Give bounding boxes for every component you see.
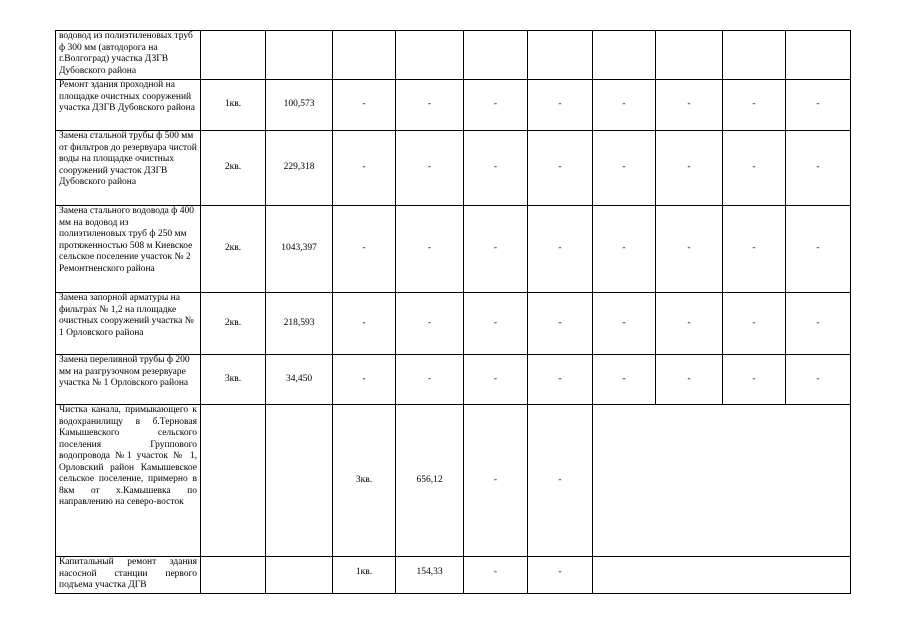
table-cell (333, 31, 396, 80)
table-row (56, 405, 851, 557)
table-cell: - (593, 355, 656, 405)
table-cell: - (723, 131, 786, 206)
table-cell (656, 557, 723, 594)
work-description: Замена стальной трубы ф 500 мм от фильтров до резервуара чистой воды на площадке очистных сооружений участок ДЗГВ Дубовского района (56, 131, 201, 206)
work-description: Замена стального водовода ф 400 мм на водовод из полиэтиленовых труб ф 250 мм протяженностью 508 м Киевское сельское поселение участок № 2 Ремонтненского района (56, 206, 201, 293)
table-cell: - (786, 206, 851, 293)
table-cell: - (786, 131, 851, 206)
table-cell: - (464, 557, 528, 594)
table-cell: - (723, 355, 786, 405)
table-cell: - (396, 80, 464, 131)
table-cell (723, 557, 786, 594)
amount-cell: 656,12 (396, 405, 464, 557)
amount-cell: 218,593 (266, 293, 333, 355)
table-cell: - (656, 355, 723, 405)
quarter-cell: 2кв. (201, 206, 266, 293)
table-cell (266, 557, 333, 594)
amount-cell: 154,33 (396, 557, 464, 594)
table-cell (593, 557, 656, 594)
table-cell (786, 557, 851, 594)
table-cell (723, 31, 786, 80)
table-row (56, 293, 851, 355)
amount-cell (266, 31, 333, 80)
table-cell: - (786, 293, 851, 355)
table-cell: - (464, 131, 528, 206)
table-cell: - (723, 293, 786, 355)
quarter-cell: 2кв. (201, 131, 266, 206)
table-cell: - (464, 355, 528, 405)
table-cell: - (464, 405, 528, 557)
table-cell: - (333, 131, 396, 206)
table-cell: - (333, 206, 396, 293)
table-row (56, 355, 851, 405)
table-cell: - (396, 131, 464, 206)
table-cell: - (656, 293, 723, 355)
table-cell: - (528, 405, 593, 557)
quarter-cell: 2кв. (201, 293, 266, 355)
table-row (56, 31, 851, 80)
work-description: Чистка канала, примыкающего к водохранилищу в б.Терновая Камышевского сельского поселения Группового водопровода №1 участок № 1, Орловский район Камышевское сельское поселение, примерно в 8км от х.Камышевка по направлению на северо-восток (56, 405, 201, 557)
amount-cell: 1043,397 (266, 206, 333, 293)
work-description: Капитальный ремонт здания насосной станции первого подъема участка ДГВ (56, 557, 201, 594)
table-cell (723, 405, 786, 557)
table-cell (786, 31, 851, 80)
table-cell (786, 405, 851, 557)
quarter-cell: 3кв. (333, 405, 396, 557)
table-cell: - (593, 131, 656, 206)
table-cell: - (528, 206, 593, 293)
table-cell: - (593, 206, 656, 293)
table-cell: - (528, 355, 593, 405)
table-cell: - (723, 206, 786, 293)
repair-schedule-table (55, 30, 851, 594)
table-cell (396, 31, 464, 80)
table-cell: - (593, 293, 656, 355)
table-cell (593, 405, 656, 557)
table-cell: - (464, 293, 528, 355)
table-cell: - (593, 80, 656, 131)
amount-cell: 229,318 (266, 131, 333, 206)
table-cell: - (723, 80, 786, 131)
quarter-cell: 1кв. (333, 557, 396, 594)
table-cell: - (333, 293, 396, 355)
table-cell: - (396, 293, 464, 355)
table-cell (464, 31, 528, 80)
table-cell: - (396, 206, 464, 293)
table-cell (593, 31, 656, 80)
table-cell: - (333, 80, 396, 131)
table-cell: - (464, 80, 528, 131)
table-cell (266, 405, 333, 557)
table-cell: - (528, 80, 593, 131)
table-cell (201, 405, 266, 557)
table-cell (656, 405, 723, 557)
table-cell: - (786, 355, 851, 405)
table-row (56, 206, 851, 293)
quarter-cell: 1кв. (201, 80, 266, 131)
table-cell: - (786, 80, 851, 131)
table-cell: - (656, 206, 723, 293)
amount-cell: 34,450 (266, 355, 333, 405)
table-cell (656, 31, 723, 80)
table-row (56, 131, 851, 206)
work-description: водовод из полиэтиленовых труб ф 300 мм (автодорога на г.Волгоград) участка ДЗГВ Дубовского района (56, 31, 201, 80)
table-cell: - (464, 206, 528, 293)
table-cell: - (333, 355, 396, 405)
table-cell: - (656, 80, 723, 131)
table-row (56, 557, 851, 594)
quarter-cell: 3кв. (201, 355, 266, 405)
table-cell (528, 31, 593, 80)
table-cell: - (656, 131, 723, 206)
work-description: Замена переливной трубы ф 200 мм на разгрузочном резервуаре участка № 1 Орловского района (56, 355, 201, 405)
table-cell: - (528, 557, 593, 594)
amount-cell: 100,573 (266, 80, 333, 131)
quarter-cell (201, 31, 266, 80)
table-cell: - (528, 131, 593, 206)
table-row (56, 80, 851, 131)
table-cell: - (528, 293, 593, 355)
table-cell (201, 557, 266, 594)
work-description: Ремонт здания проходной на площадке очистных сооружений участка ДЗГВ Дубовского района (56, 80, 201, 131)
table-cell: - (396, 355, 464, 405)
work-description: Замена запорной арматуры на фильтрах № 1,2 на площадке очистных сооружений участка № 1 Орловского района (56, 293, 201, 355)
